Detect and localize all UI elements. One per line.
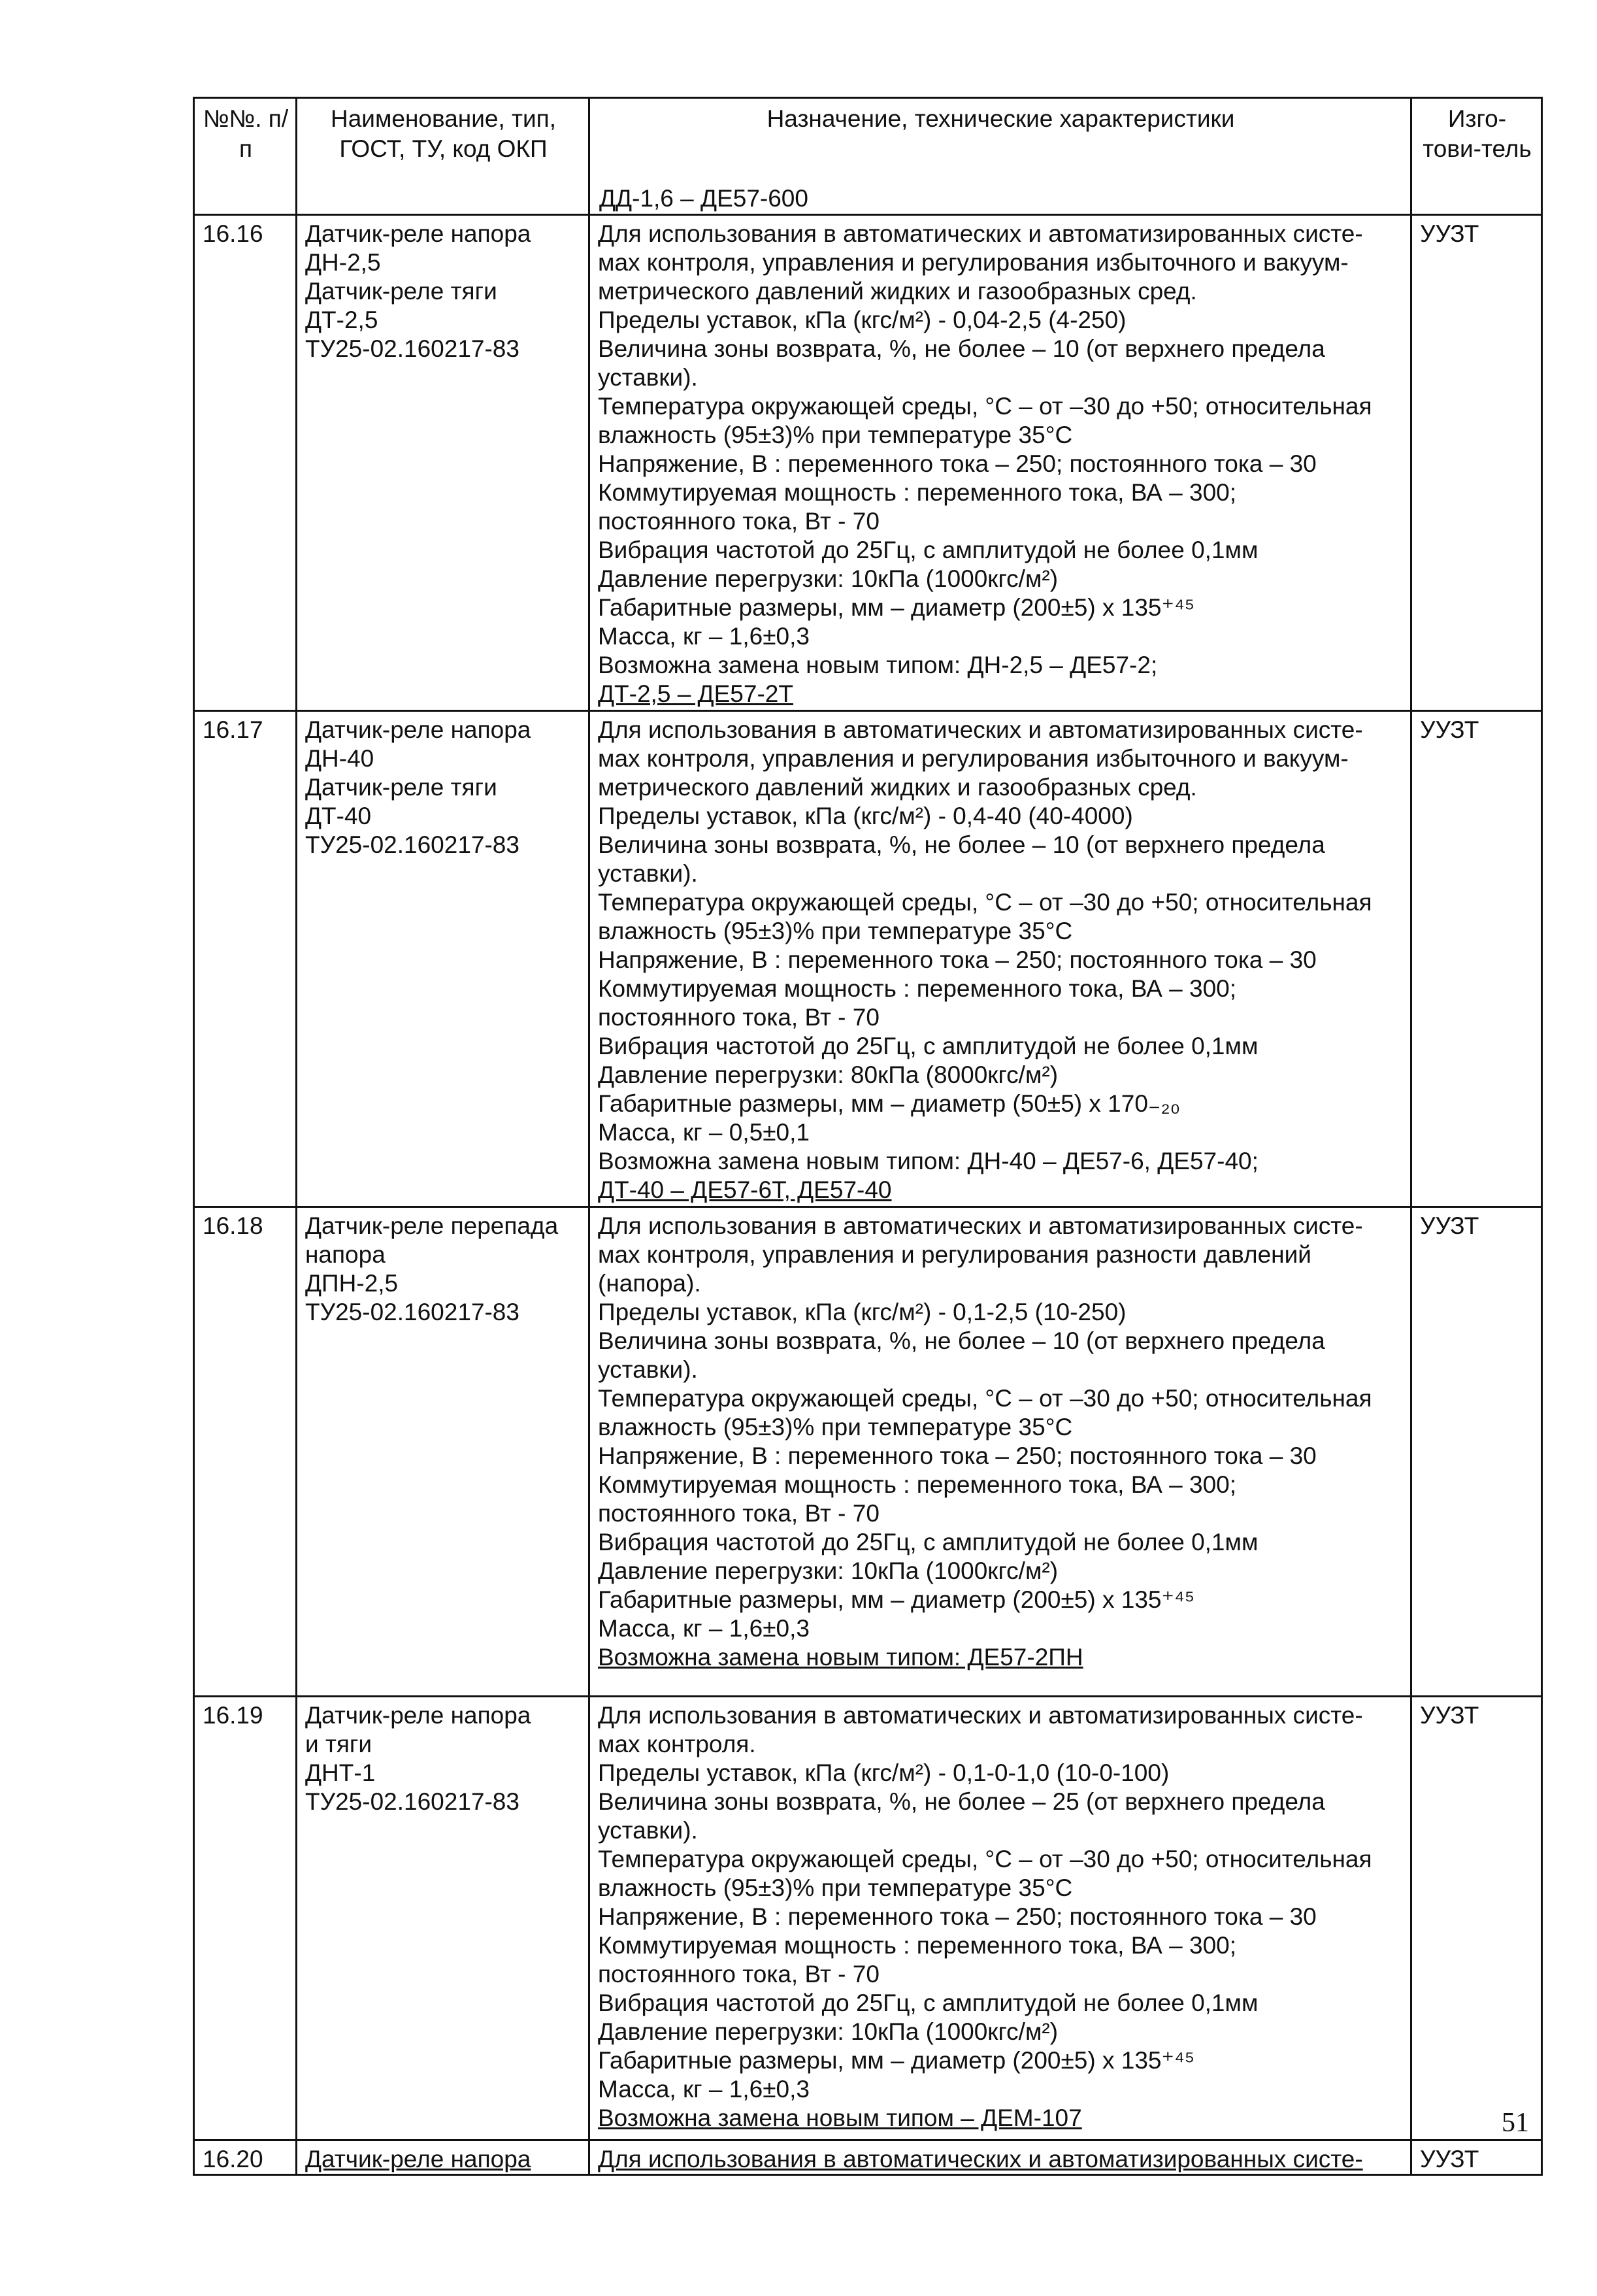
item-number: 16.16 xyxy=(194,215,297,711)
item-name-line: ТУ25-02.160217-83 xyxy=(305,1788,519,1815)
table-row xyxy=(194,2140,1542,2175)
description-line: Давление перегрузки: 80кПа (8000кгс/м²) xyxy=(598,1061,1059,1088)
description-line: Габаритные размеры, мм – диаметр (50±5) x 170₋₂₀ xyxy=(598,1090,1181,1117)
table-header-row xyxy=(194,98,1542,215)
description-line: Давление перегрузки: 10кПа (1000кгс/м²) xyxy=(598,2018,1059,2045)
table-row xyxy=(194,1697,1542,2140)
item-name-line: Датчик-реле напора xyxy=(305,1702,531,1729)
item-manufacturer: УУЗТ xyxy=(1411,711,1542,1207)
description-line: ДТ-2,5 – ДЕ57-2Т xyxy=(598,680,793,707)
description-line: Масса, кг – 1,6±0,3 xyxy=(598,1615,810,1642)
item-name-line: Датчик-реле напора xyxy=(305,220,531,247)
description-line: Коммутируемая мощность : переменного тока, ВА – 300; xyxy=(598,1471,1237,1498)
description-line: Габаритные размеры, мм – диаметр (200±5) x 135⁺⁴⁵ xyxy=(598,2047,1195,2074)
specification-table xyxy=(193,97,1543,2176)
description-line: влажность (95±3)% при температуре 35°С xyxy=(598,1874,1073,1901)
description-line: уставки). xyxy=(598,860,698,887)
item-name xyxy=(297,711,589,1207)
description-line: Габаритные размеры, мм – диаметр (200±5) x 135⁺⁴⁵ xyxy=(598,594,1195,621)
description-line: Возможна замена новым типом – ДЕМ-107 xyxy=(598,2105,1082,2131)
page-number: 51 xyxy=(1502,2108,1529,2138)
description-line: влажность (95±3)% при температуре 35°С xyxy=(598,422,1073,448)
item-description xyxy=(589,711,1411,1207)
description-line: Напряжение, В : переменного тока – 250; постоянного тока – 30 xyxy=(598,1442,1317,1469)
description-line: мах контроля, управления и регулирования избыточного и вакуум- xyxy=(598,249,1349,276)
description-line: влажность (95±3)% при температуре 35°С xyxy=(598,918,1073,944)
description-line: Масса, кг – 0,5±0,1 xyxy=(598,1119,810,1146)
description-line: постоянного тока, Вт - 70 xyxy=(598,1500,880,1527)
item-number: 16.17 xyxy=(194,711,297,1207)
item-number: 16.18 xyxy=(194,1207,297,1697)
description-line: Температура окружающей среды, °С – от –30 до +50; относительная xyxy=(598,1846,1372,1872)
description-line: Для использования в автоматических и автоматизированных систе- xyxy=(598,220,1363,247)
description-line: Величина зоны возврата, %, не более – 10 (от верхнего предела xyxy=(598,335,1325,362)
description-line: Величина зоны возврата, %, не более – 10 (от верхнего предела xyxy=(598,831,1325,858)
item-description xyxy=(589,1697,1411,2140)
description-line: Температура окружающей среды, °С – от –30 до +50; относительная xyxy=(598,1385,1372,1412)
description-line: (напора). xyxy=(598,1270,701,1297)
description-line: Для использования в автоматических и автоматизированных систе- xyxy=(598,1212,1363,1239)
item-description xyxy=(589,2140,1411,2175)
table-row xyxy=(194,215,1542,711)
description-line: Габаритные размеры, мм – диаметр (200±5) x 135⁺⁴⁵ xyxy=(598,1586,1195,1613)
description-line: метрического давлений жидких и газообразных сред. xyxy=(598,774,1197,801)
item-description xyxy=(589,1207,1411,1697)
description-line: метрического давлений жидких и газообразных сред. xyxy=(598,278,1197,305)
table-row xyxy=(194,711,1542,1207)
item-name-line: Датчик-реле перепада xyxy=(305,1212,559,1239)
header-name: Наименование, тип, ГОСТ, ТУ, код ОКП xyxy=(297,98,589,215)
description-line: Пределы уставок, кПа (кгс/м²) - 0,4-40 (40-4000) xyxy=(598,803,1133,829)
description-line: Масса, кг – 1,6±0,3 xyxy=(598,2076,810,2103)
description-line: Коммутируемая мощность : переменного тока, ВА – 300; xyxy=(598,479,1237,506)
description-line: Температура окружающей среды, °С – от –30 до +50; относительная xyxy=(598,889,1372,916)
item-name xyxy=(297,1697,589,2140)
item-description xyxy=(589,215,1411,711)
item-name-line: ДН-2,5 xyxy=(305,249,381,276)
description-line: Величина зоны возврата, %, не более – 10 (от верхнего предела xyxy=(598,1327,1325,1354)
item-name-line: Датчик-реле тяги xyxy=(305,774,497,801)
item-manufacturer: УУЗТ xyxy=(1411,1207,1542,1697)
description-line: Возможна замена новым типом: ДН-40 – ДЕ57-6, ДЕ57-40; xyxy=(598,1148,1259,1174)
item-name-line: Датчик-реле тяги xyxy=(305,278,497,305)
description-line: Пределы уставок, кПа (кгс/м²) - 0,1-2,5 (10-250) xyxy=(598,1299,1127,1325)
description-line: Пределы уставок, кПа (кгс/м²) - 0,1-0-1,0 (10-0-100) xyxy=(598,1759,1170,1786)
item-name-line: Датчик-реле напора xyxy=(305,2146,531,2172)
item-name-line: ДПН-2,5 xyxy=(305,1270,399,1297)
description-line: Вибрация частотой до 25Гц, с амплитудой не более 0,1мм xyxy=(598,537,1259,563)
description-line: Вибрация частотой до 25Гц, с амплитудой не более 0,1мм xyxy=(598,1033,1259,1059)
description-line: мах контроля, управления и регулирования избыточного и вакуум- xyxy=(598,745,1349,772)
header-manufacturer: Изго-тови-тель xyxy=(1411,98,1542,215)
item-name-line: ТУ25-02.160217-83 xyxy=(305,1299,519,1325)
item-number: 16.20 xyxy=(194,2140,297,2175)
item-name xyxy=(297,215,589,711)
item-name-line: ДТ-2,5 xyxy=(305,307,378,333)
description-line: Масса, кг – 1,6±0,3 xyxy=(598,623,810,650)
description-line: Возможна замена новым типом: ДН-2,5 – ДЕ57-2; xyxy=(598,652,1158,678)
description-line: Напряжение, В : переменного тока – 250; постоянного тока – 30 xyxy=(598,946,1317,973)
description-line: постоянного тока, Вт - 70 xyxy=(598,508,880,535)
description-line: постоянного тока, Вт - 70 xyxy=(598,1961,880,1988)
description-line: влажность (95±3)% при температуре 35°С xyxy=(598,1414,1073,1440)
item-manufacturer: УУЗТ xyxy=(1411,2140,1542,2175)
item-name-line: напора xyxy=(305,1241,386,1268)
description-line: Для использования в автоматических и автоматизированных систе- xyxy=(598,1702,1363,1729)
description-line: Возможна замена новым типом: ДЕ57-2ПН xyxy=(598,1644,1083,1671)
header-description-title: Назначение, технические характеристики xyxy=(766,105,1235,132)
description-line: Для использования в автоматических и автоматизированных систе- xyxy=(598,2146,1363,2172)
header-number: №№. п/п xyxy=(194,98,297,215)
item-name-line: ДТ-40 xyxy=(305,803,372,829)
description-line: Температура окружающей среды, °С – от –30 до +50; относительная xyxy=(598,393,1372,420)
description-line: Давление перегрузки: 10кПа (1000кгс/м²) xyxy=(598,565,1059,592)
item-name-line: и тяги xyxy=(305,1731,372,1757)
item-name xyxy=(297,1207,589,1697)
item-number: 16.19 xyxy=(194,1697,297,2140)
item-name-line: ДН-40 xyxy=(305,745,374,772)
description-line: Напряжение, В : переменного тока – 250; постоянного тока – 30 xyxy=(598,1903,1317,1930)
item-name xyxy=(297,2140,589,2175)
description-line: Коммутируемая мощность : переменного тока, ВА – 300; xyxy=(598,975,1237,1002)
description-line: мах контроля, управления и регулирования разности давлений xyxy=(598,1241,1311,1268)
description-line: Давление перегрузки: 10кПа (1000кгс/м²) xyxy=(598,1557,1059,1584)
description-line: уставки). xyxy=(598,1817,698,1844)
description-line: Величина зоны возврата, %, не более – 25 (от верхнего предела xyxy=(598,1788,1325,1815)
item-name-line: ТУ25-02.160217-83 xyxy=(305,831,519,858)
description-line: уставки). xyxy=(598,1356,698,1383)
description-line: Вибрация частотой до 25Гц, с амплитудой не более 0,1мм xyxy=(598,1529,1259,1556)
description-line: уставки). xyxy=(598,364,698,391)
description-line: мах контроля. xyxy=(598,1731,756,1757)
item-name-line: Датчик-реле напора xyxy=(305,716,531,743)
item-name-line: ДНТ-1 xyxy=(305,1759,376,1786)
table-row xyxy=(194,1207,1542,1697)
item-manufacturer: УУЗТ xyxy=(1411,1697,1542,2140)
header-description xyxy=(589,98,1411,215)
item-manufacturer: УУЗТ xyxy=(1411,215,1542,711)
carryover-line: ДД-1,6 – ДЕ57-600 xyxy=(599,185,808,212)
description-line: постоянного тока, Вт - 70 xyxy=(598,1004,880,1031)
description-line: ДТ-40 – ДЕ57-6Т, ДЕ57-40 xyxy=(598,1176,892,1203)
description-line: Пределы уставок, кПа (кгс/м²) - 0,04-2,5 (4-250) xyxy=(598,307,1127,333)
description-line: Вибрация частотой до 25Гц, с амплитудой не более 0,1мм xyxy=(598,1989,1259,2016)
item-name-line: ТУ25-02.160217-83 xyxy=(305,335,519,362)
description-line: Напряжение, В : переменного тока – 250; постоянного тока – 30 xyxy=(598,450,1317,477)
description-line: Коммутируемая мощность : переменного тока, ВА – 300; xyxy=(598,1932,1237,1959)
description-line: Для использования в автоматических и автоматизированных систе- xyxy=(598,716,1363,743)
